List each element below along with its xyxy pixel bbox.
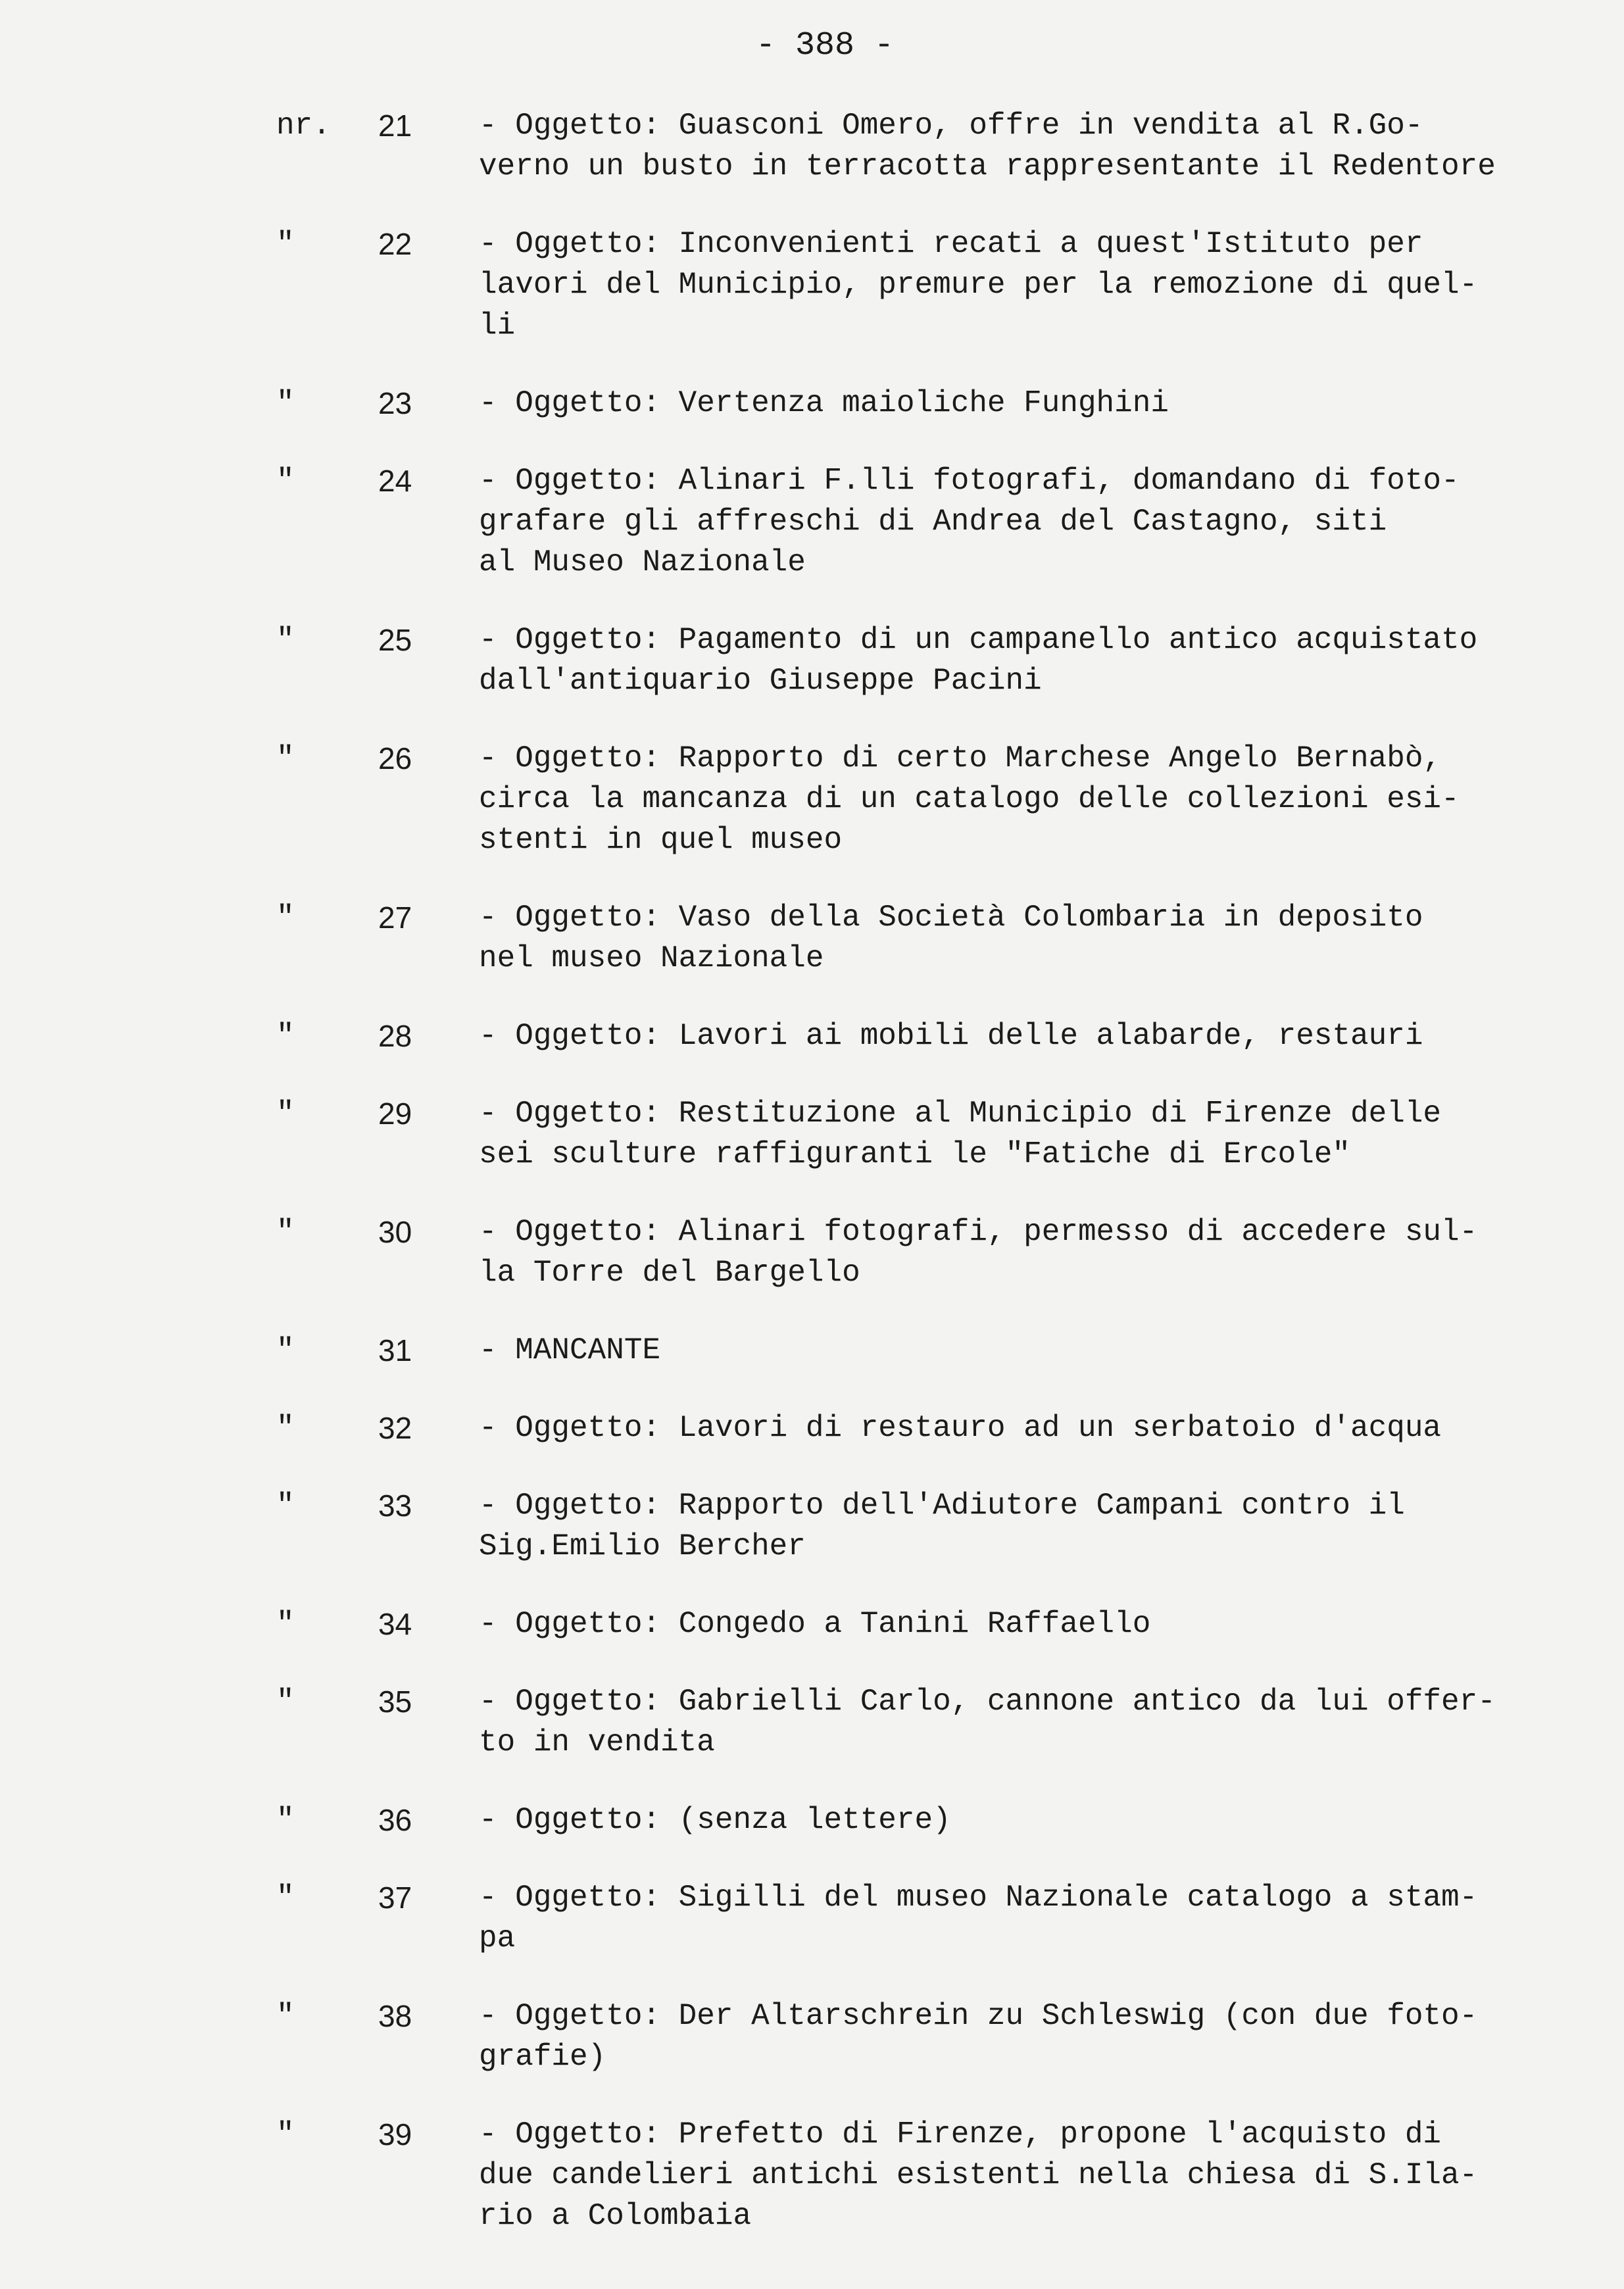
entry-text [479,224,1597,346]
list-item [0,1996,1624,2077]
entry-text [479,897,1597,979]
entry-number: 31 [378,1333,412,1367]
entry-text-line: la Torre del Bargello [479,1256,860,1290]
ditto-mark: " [276,741,295,775]
entry-text-line: dall'antiquario Giuseppe Pacini [479,664,1042,698]
ditto-mark: " [276,1607,295,1641]
ditto-mark: " [276,1333,295,1367]
entry-prefix-label: nr. [276,109,331,143]
entry-number: 27 [378,900,412,935]
entry-text-line: - Oggetto: Vertenza maioliche Funghini [479,386,1169,420]
entry-text-line: grafare gli affreschi di Andrea del Castagno, siti [479,505,1387,539]
entry-text-line: sei sculture raffiguranti le "Fatiche di Ercole" [479,1137,1351,1171]
entry-text-line: grafie) [479,2040,606,2074]
ditto-mark: " [276,1489,295,1523]
entry-text-line: - Oggetto: Pagamento di un campanello antico acquistato [479,623,1478,657]
ditto-mark: " [276,900,295,935]
entry-number: 23 [378,386,412,420]
ditto-mark: " [276,386,295,420]
entry-number: 36 [378,1803,412,1837]
entry-text-line: - MANCANTE [479,1333,661,1367]
entry-list [0,105,1624,2273]
entry-text [479,1604,1597,1644]
entry-number: 38 [378,1999,412,2033]
entry-number: 21 [378,109,412,143]
entry-number: 26 [378,741,412,775]
entry-number: 22 [378,227,412,261]
entry-text-line: - Oggetto: (senza lettere) [479,1803,951,1837]
entry-text-line: stenti in quel museo [479,823,843,857]
list-item [0,1408,1624,1448]
list-item [0,897,1624,979]
entry-number: 30 [378,1215,412,1249]
list-item [0,1016,1624,1056]
entry-text-line: - Oggetto: Sigilli del museo Nazionale catalogo a stam- [479,1881,1478,1915]
entry-number: 25 [378,623,412,657]
entry-text [479,383,1597,424]
entry-number: 33 [378,1489,412,1523]
entry-text-line: li [479,308,516,343]
entry-number: 35 [378,1685,412,1719]
list-item [0,2114,1624,2236]
entry-number: 37 [378,1881,412,1915]
list-item [0,1877,1624,1959]
entry-text-line: - Oggetto: Alinari fotografi, permesso di accedere sul- [479,1215,1478,1249]
entry-text [479,1016,1597,1056]
ditto-mark: " [276,1803,295,1837]
ditto-mark: " [276,1999,295,2033]
entry-number: 28 [378,1019,412,1053]
entry-text [479,460,1597,583]
entry-text [479,2114,1597,2236]
ditto-mark: " [276,1881,295,1915]
entry-text [479,1877,1597,1959]
entry-text-line: - Oggetto: Guasconi Omero, offre in vendita al R.Go- [479,109,1423,143]
entry-text [479,1212,1597,1293]
entry-text-line: rio a Colombaia [479,2199,752,2233]
entry-text [479,1330,1597,1371]
entry-text-line: - Oggetto: Rapporto dell'Adiutore Campani contro il [479,1489,1405,1523]
entry-text-line: verno un busto in terracotta rappresentante il Redentore [479,149,1496,184]
ditto-mark: " [276,464,295,498]
list-item [0,1604,1624,1644]
entry-text-line: to in vendita [479,1725,715,1760]
list-item [0,738,1624,860]
entry-text-line: - Oggetto: Prefetto di Firenze, propone l'acquisto di [479,2117,1442,2152]
entry-text [479,620,1597,701]
entry-text [479,1681,1597,1763]
ditto-mark: " [276,1411,295,1445]
entry-text-line: due candelieri antichi esistenti nella chiesa di S.Ila- [479,2158,1478,2192]
entry-text-line: Sig.Emilio Bercher [479,1529,806,1563]
list-item [0,383,1624,424]
entry-text-line: - Oggetto: Vaso della Società Colombaria in deposito [479,900,1423,935]
entry-text [479,738,1597,860]
entry-text-line: circa la mancanza di un catalogo delle collezioni esi- [479,782,1460,816]
entry-text [479,1093,1597,1175]
entry-number: 34 [378,1607,412,1641]
page-number: - 388 - [755,27,895,64]
entry-text [479,1996,1597,2077]
list-item [0,224,1624,346]
entry-text-line: - Oggetto: Alinari F.lli fotografi, domandano di foto- [479,464,1460,498]
entry-text-line: lavori del Municipio, premure per la remozione di quel- [479,268,1478,302]
entry-text-line: - Oggetto: Rapporto di certo Marchese Angelo Bernabò, [479,741,1442,775]
list-item [0,1212,1624,1293]
list-item [0,1093,1624,1175]
entry-text-line: pa [479,1921,516,1956]
entry-text [479,1408,1597,1448]
ditto-mark: " [276,1019,295,1053]
entry-text [479,1800,1597,1840]
entry-text-line: - Oggetto: Congedo a Tanini Raffaello [479,1607,1151,1641]
entry-number: 39 [378,2117,412,2152]
list-item [0,105,1624,187]
entry-text-line: - Oggetto: Gabrielli Carlo, cannone antico da lui offer- [479,1685,1496,1719]
list-item [0,1330,1624,1371]
list-item [0,1800,1624,1840]
entry-number: 32 [378,1411,412,1445]
entry-text-line: - Oggetto: Lavori ai mobili delle alabarde, restauri [479,1019,1423,1053]
list-item [0,460,1624,583]
entry-text [479,1485,1597,1567]
list-item [0,1681,1624,1763]
ditto-mark: " [276,1215,295,1249]
entry-text [479,105,1597,187]
entry-text-line: nel museo Nazionale [479,941,824,975]
entry-text-line: al Museo Nazionale [479,545,806,579]
entry-text-line: - Oggetto: Restituzione al Municipio di Firenze delle [479,1096,1442,1131]
ditto-mark: " [276,227,295,261]
list-item [0,1485,1624,1567]
entry-text-line: - Oggetto: Inconvenienti recati a quest'Istituto per [479,227,1423,261]
ditto-mark: " [276,623,295,657]
list-item [0,620,1624,701]
entry-number: 29 [378,1096,412,1131]
ditto-mark: " [276,1096,295,1131]
ditto-mark: " [276,2117,295,2152]
ditto-mark: " [276,1685,295,1719]
entry-text-line: - Oggetto: Der Altarschrein zu Schleswig (con due foto- [479,1999,1478,2033]
entry-number: 24 [378,464,412,498]
entry-text-line: - Oggetto: Lavori di restauro ad un serbatoio d'acqua [479,1411,1442,1445]
